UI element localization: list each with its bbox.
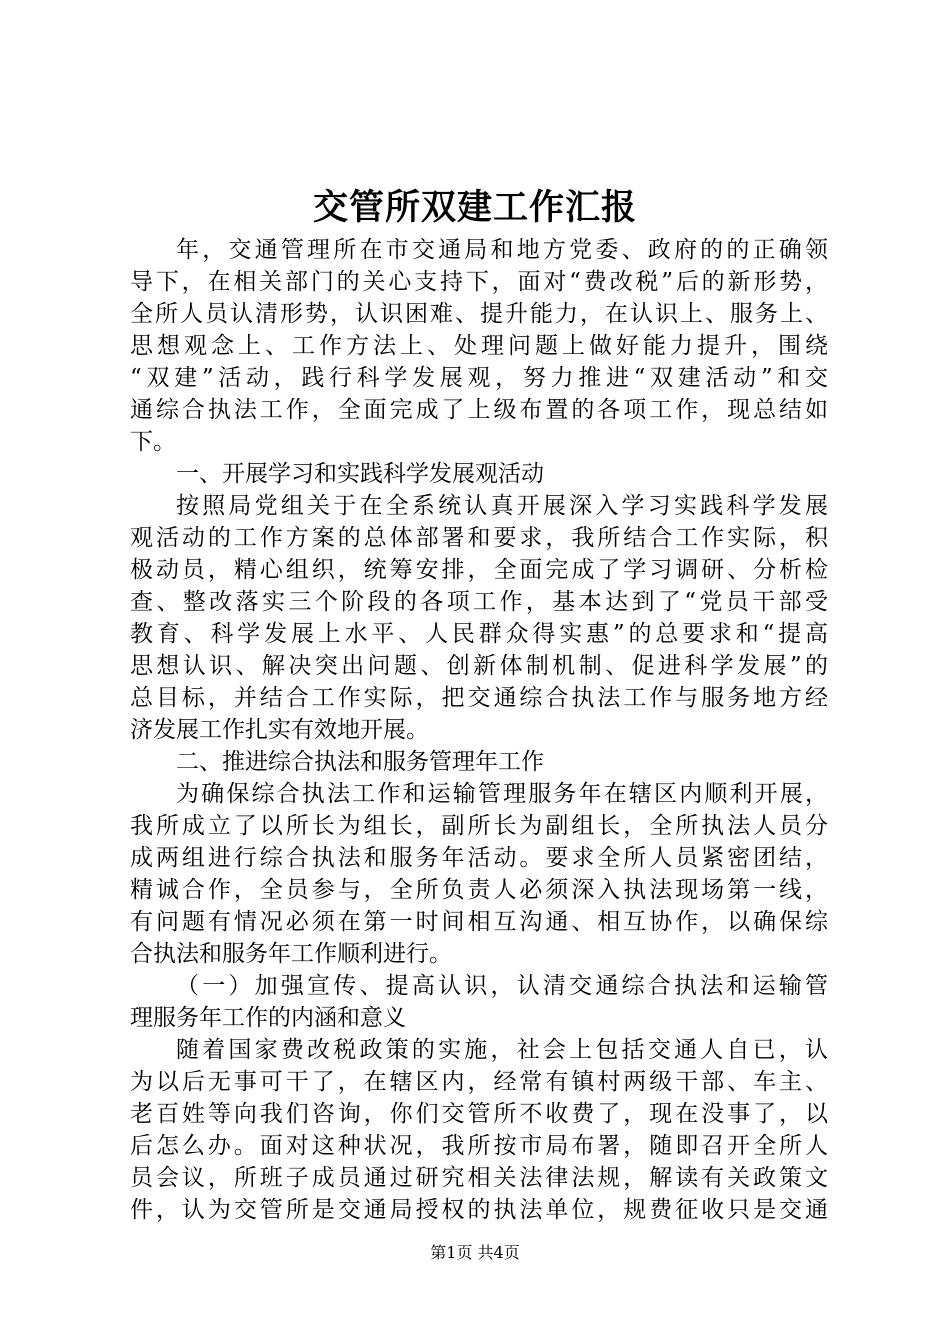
text-line: 精诚合作，全员参与，全所负责人必须深入执法现场第一线， (130, 877, 828, 903)
text-line: 查、整改落实三个阶段的各项工作，基本达到了“党员干部受 (130, 589, 828, 615)
text-line: 我所成立了以所长为组长，副所长为副组长，全所执法人员分 (130, 813, 828, 839)
text-line: 年，交通管理所在市交通局和地方党委、政府的的正确领 (176, 237, 828, 263)
section-heading: 二、推进综合执法和服务管理年工作 (176, 749, 544, 775)
document-body (130, 234, 828, 1226)
text-line: 思想观念上、工作方法上、处理问题上做好能力提升，围绕 (130, 333, 828, 359)
text-line: 按照局党组关于在全系统认真开展深入学习实践科学发展 (176, 493, 828, 519)
text-line: 导下，在相关部门的关心支持下，面对“费改税”后的新形势， (130, 269, 828, 295)
text-line: 下。 (130, 429, 176, 455)
text-line: 随着国家费改税政策的实施，社会上包括交通人自已，认 (176, 1037, 828, 1063)
section-heading: 一、开展学习和实践科学发展观活动 (176, 461, 544, 487)
subsection-heading: 理服务年工作的内涵和意义 (130, 1005, 406, 1031)
page-number-footer: 第1页 共4页 (430, 1243, 520, 1262)
text-line: 为确保综合执法工作和运输管理服务年在辖区内顺利开展， (176, 781, 828, 807)
text-line: 成两组进行综合执法和服务年活动。要求全所人员紧密团结， (130, 845, 828, 871)
text-line: 济发展工作扎实有效地开展。 (130, 717, 429, 743)
text-line: 员会议，所班子成员通过研究相关法律法规，解读有关政策文 (130, 1165, 828, 1191)
text-line: 件，认为交管所是交通局授权的执法单位，规费征收只是交通 (130, 1197, 828, 1223)
text-line: 教育、科学发展上水平、人民群众得实惠”的总要求和“提高 (130, 621, 828, 647)
text-line: 观活动的工作方案的总体部署和要求，我所结合工作实际，积 (130, 525, 828, 551)
text-line: 合执法和服务年工作顺利进行。 (130, 941, 452, 967)
text-line: 通综合执法工作，全面完成了上级布置的各项工作，现总结如 (130, 397, 828, 423)
text-line: 有问题有情况必须在第一时间相互沟通、相互协作，以确保综 (130, 909, 828, 935)
text-line: 老百姓等向我们咨询，你们交管所不收费了，现在没事了，以 (130, 1101, 828, 1127)
text-line: 全所人员认清形势，认识困难、提升能力，在认识上、服务上、 (130, 301, 828, 327)
subsection-heading: （一）加强宣传、提高认识，认清交通综合执法和运输管 (176, 973, 828, 999)
text-line: 为以后无事可干了，在辖区内，经常有镇村两级干部、车主、 (130, 1069, 828, 1095)
text-line: 总目标，并结合工作实际，把交通综合执法工作与服务地方经 (130, 685, 828, 711)
text-line: “双建”活动，践行科学发展观，努力推进“双建活动”和交 (130, 365, 828, 391)
document-title: 交管所双建工作汇报 (312, 187, 637, 228)
text-line: 后怎么办。面对这种状况，我所按市局布署，随即召开全所人 (130, 1133, 828, 1159)
text-line: 极动员，精心组织，统筹安排，全面完成了学习调研、分析检 (130, 557, 828, 583)
text-line: 思想认识、解决突出问题、创新体制机制、促进科学发展”的 (130, 653, 828, 679)
